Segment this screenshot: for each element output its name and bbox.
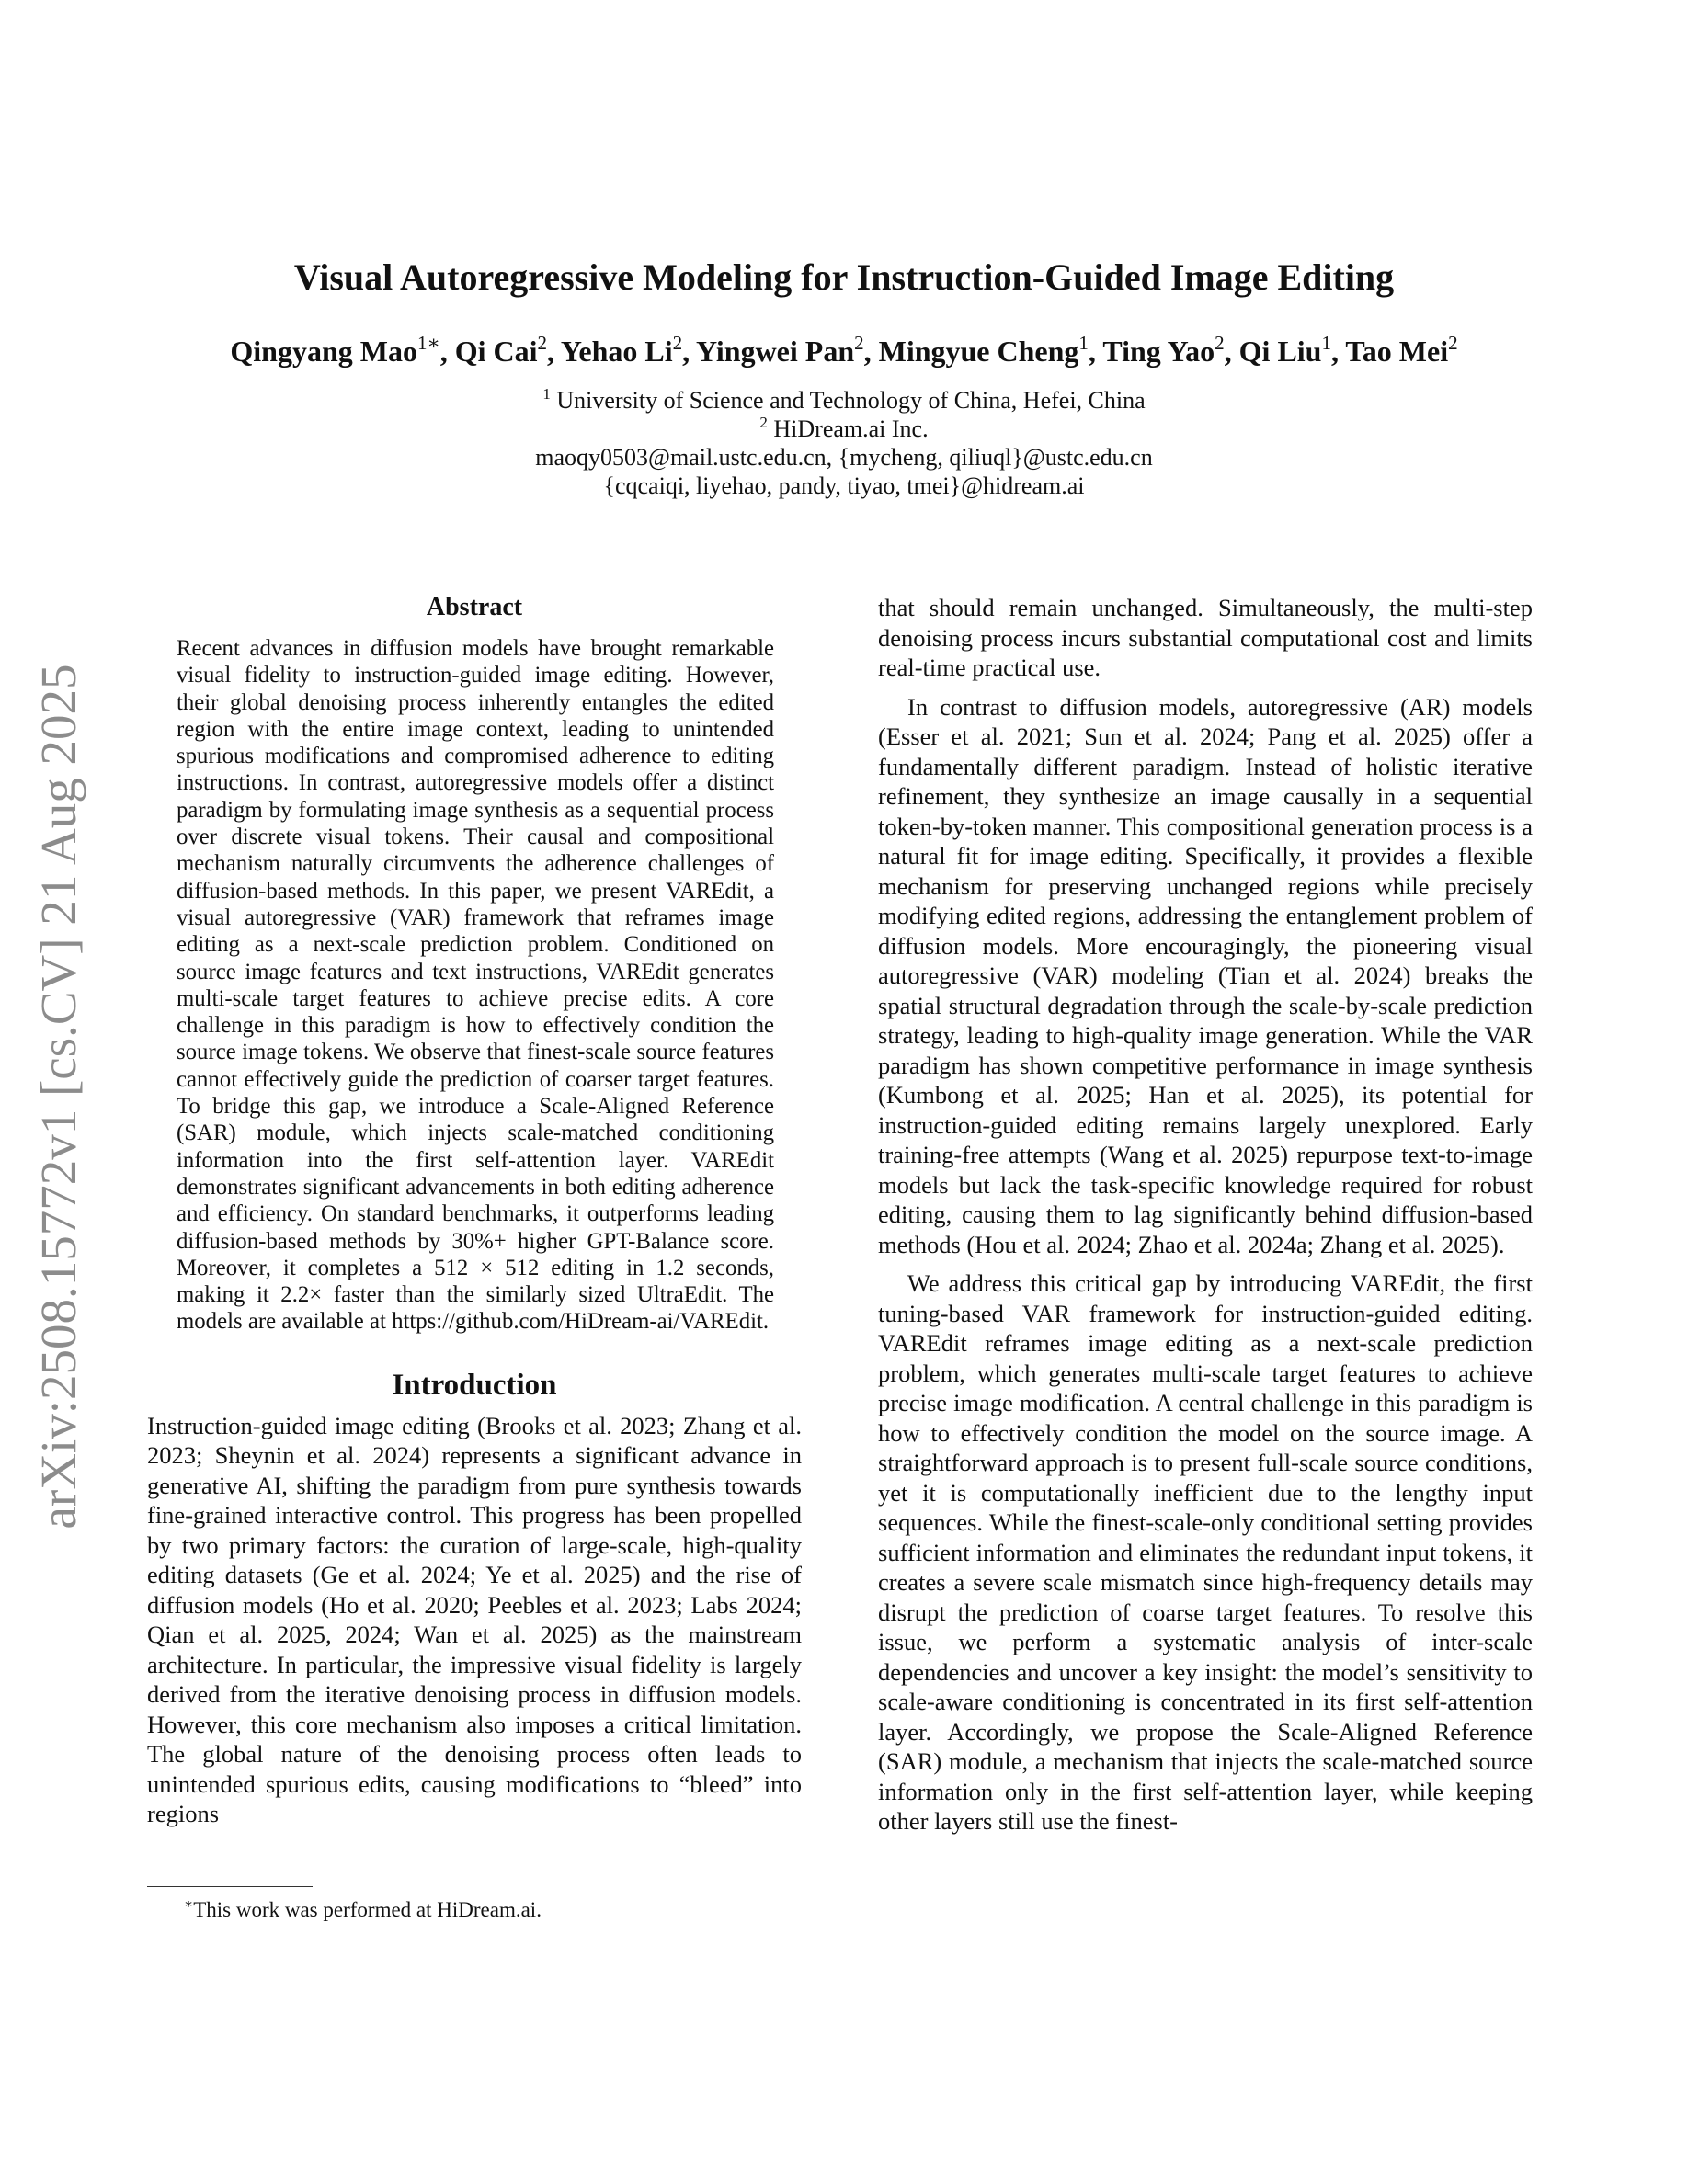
author: Qi Cai$^2$ xyxy=(454,332,548,368)
author: Qingyang Mao$^{1∗}$ xyxy=(230,332,440,368)
left-column xyxy=(147,593,802,1829)
author-list: Qingyang Mao$^{1∗}$, Qi Cai$^2$, Yehao Li$^2$, Yingwei Pan$^2$, Mingyue Cheng$^1$, Ting Yao$^2$, Qi Liu$^1$, Tao Mei$^2$ xyxy=(230,332,1458,368)
email-line: {cqcaiqi, liyehao, pandy, tiyao, tmei}@hidream.ai xyxy=(603,472,1085,499)
footnote-divider xyxy=(147,1886,313,1887)
author: Yehao Li$^2$ xyxy=(560,332,683,368)
intro-paragraph: We address this critical gap by introducing VAREdit, the first tuning-based VAR framework for instruction-guided editing. VAREdit reframes image editing as a next-scale prediction problem, which generates multi-scale target features to achieve precise image modification. A central challenge in this paradigm is how to effectively condition the model on the source image. A straightforward approach is to present full-scale source conditions, yet it is computationally inefficient due to the lengthy input sequences. While the finest-scale-only conditional setting provides sufficient information and eliminates the redundant input tokens, it creates a severe scale mismatch since high-frequency details may disrupt the prediction of coarse target features. To resolve this issue, we perform a systematic analysis of inter-scale dependencies and uncover a key insight: the model’s sensitivity to scale-aware conditioning is concentrated in its first self-attention layer. Accordingly, we propose the Scale-Aligned Reference (SAR) module, a mechanism that injects the scale-matched source information only in the first self-attention layer, while keeping other layers still use the finest- xyxy=(878,1269,1533,1835)
introduction-heading: Introduction xyxy=(392,1368,557,1402)
author: Mingyue Cheng$^1$ xyxy=(878,332,1089,368)
author: Yingwei Pan$^2$ xyxy=(695,332,864,368)
abstract-text: Recent advances in diffusion models have brought remarkable visual fidelity to instruction-guided image editing. However, their global denoising process inherently entangles the edited region with the entire image context, leading to unintended spurious modifications and compromised adherence to editing instructions. In contrast, autoregressive models offer a distinct paradigm by formulating image synthesis as a sequential process over discrete visual tokens. Their causal and compositional mechanism naturally circumvents the adherence challenges of diffusion-based methods. In this paper, we present VAREdit, a visual autoregressive (VAR) framework that reframes image editing as a next-scale prediction problem. Conditioned on source image features and text instructions, VAREdit generates multi-scale target features to achieve precise edits. A core challenge in this paradigm is how to effectively condition the source image tokens. We observe that finest-scale source features cannot effectively guide the prediction of coarser target features. To bridge this gap, we introduce a Scale-Aligned Reference (SAR) module, which injects scale-matched conditioning information into the first self-attention layer. VAREdit demonstrates significant advancements in both editing adherence and efficiency. On standard benchmarks, it outperforms leading diffusion-based methods by 30%+ higher GPT-Balance score. Moreover, it completes a 512 × 512 editing in 1.2 seconds, making it 2.2× faster than the similarly sized UltraEdit. The models are available at https://github.com/HiDream-ai/VAREdit. xyxy=(177,636,774,1335)
abstract-heading: Abstract xyxy=(426,593,523,621)
affiliation: $^1$ University of Science and Technology of China, Hefei, China xyxy=(542,385,1146,414)
arxiv-identifier: arXiv:2508.15772v1 [cs.CV] 21 Aug 2025 xyxy=(30,664,86,1530)
intro-paragraph: In contrast to diffusion models, autoregressive (AR) models (Esser et al. 2021; Sun et al. 2024; Pang et al. 2025) offer a fundamentally different paradigm. Instead of holistic iterative refinement, they synthesize an image causally in a sequential token-by-token manner. This compositional generation process is a natural fit for image editing. Specifically, it provides a flexible mechanism for preserving unchanged regions while precisely modifying edited regions, addressing the entanglement problem of diffusion models. More encouragingly, the pioneering visual autoregressive (VAR) modeling (Tian et al. 2024) breaks the spatial structural degradation through the scale-by-scale prediction strategy, leading to high-quality image generation. While the VAR paradigm has shown competitive performance in image synthesis (Kumbong et al. 2025; Han et al. 2025), its potential for instruction-guided editing remains largely unexplored. Early training-free attempts (Wang et al. 2025) repurpose text-to-image models but lack the task-specific knowledge required for robust editing, causing them to lag significantly behind diffusion-based methods (Hou et al. 2024; Zhao et al. 2024a; Zhang et al. 2025). xyxy=(878,692,1533,1258)
author: Qi Liu$^1$ xyxy=(1238,332,1331,368)
affiliation: $^2$ HiDream.ai Inc. xyxy=(759,414,929,442)
email-line: maoqy0503@mail.ustc.edu.cn, {mycheng, qiliuql}@ustc.edu.cn xyxy=(535,444,1153,471)
author: Tao Mei$^2$ xyxy=(1345,332,1458,368)
right-column xyxy=(878,593,1533,1837)
affiliations-block xyxy=(0,386,1688,500)
author: Ting Yao$^2$ xyxy=(1102,332,1225,368)
paper-title: Visual Autoregressive Modeling for Instruction-Guided Image Editing xyxy=(293,256,1395,298)
intro-paragraph: Instruction-guided image editing (Brooks et al. 2023; Zhang et al. 2023; Sheynin et al. 2024) represents a significant advance in generative AI, shifting the paradigm from pure synthesis towards fine-grained interactive control. This progress has been propelled by two primary factors: the curation of large-scale, high-quality editing datasets (Ge et al. 2024; Ye et al. 2025) and the rise of diffusion models (Ho et al. 2020; Peebles et al. 2023; Labs 2024; Qian et al. 2025, 2024; Wan et al. 2025) as the mainstream architecture. In particular, the impressive visual fidelity is largely derived from the iterative denoising process in diffusion models. However, this core mechanism also imposes a critical limitation. The global nature of the denoising process often leads to unintended spurious edits, causing modifications to “bleed” into regions xyxy=(147,1411,802,1828)
intro-paragraph-continued: that should remain unchanged. Simultaneously, the multi-step denoising process incurs substantial computational cost and limits real-time practical use. xyxy=(878,594,1533,681)
footnote: ∗This work was performed at HiDream.ai. xyxy=(184,1897,542,1921)
